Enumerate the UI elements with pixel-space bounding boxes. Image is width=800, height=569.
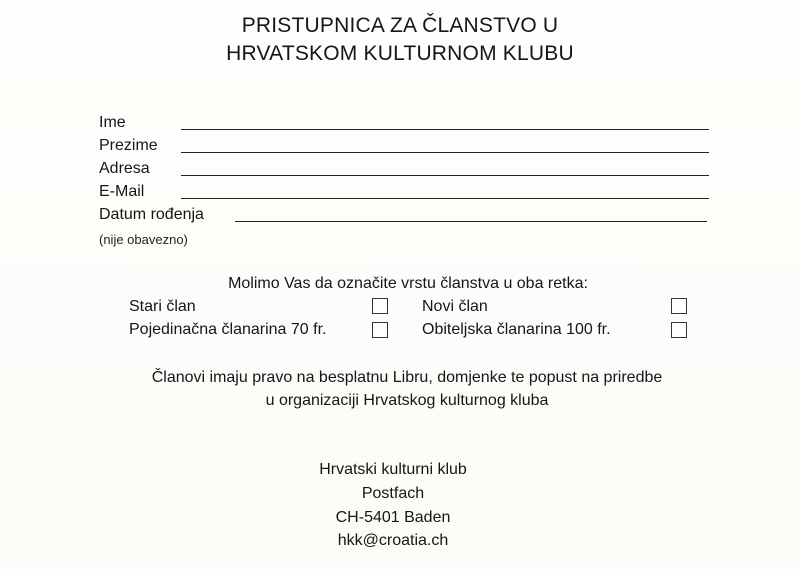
option-label-obiteljska-clanarina: Obiteljska članarina 100 fr. (422, 321, 611, 338)
address-postbox: Postfach (361, 485, 425, 502)
address-club-name: Hrvatski kulturni klub (319, 461, 467, 478)
optional-note: (nije obavezno) (99, 232, 188, 247)
address-email[interactable]: hkk@croatia.ch (337, 532, 449, 549)
field-label-adresa: Adresa (99, 160, 150, 177)
address-city: CH-5401 Baden (335, 509, 451, 526)
field-label-ime: Ime (99, 114, 126, 131)
field-label-prezime: Prezime (99, 137, 158, 154)
option-label-pojedinacna-clanarina: Pojedinačna članarina 70 fr. (129, 321, 327, 338)
membership-instruction: Molimo Vas da označite vrstu članstva u oba retka: (228, 275, 588, 292)
benefits-line2: u organizaciji Hrvatskog kulturnog kluba (265, 392, 549, 409)
checkbox-obiteljska-clanarina[interactable] (671, 322, 687, 338)
checkbox-stari-clan[interactable] (372, 298, 388, 314)
benefits-line1: Članovi imaju pravo na besplatnu Libru, domjenke te popust na priredbe (151, 369, 663, 386)
field-line-datum-rodenja[interactable] (235, 221, 707, 222)
form-title-line1: PRISTUPNICA ZA ČLANSTVO U (241, 14, 559, 37)
option-label-novi-clan: Novi član (422, 298, 488, 315)
field-line-ime[interactable] (181, 129, 709, 130)
field-label-email: E-Mail (99, 183, 145, 200)
field-label-datum-rodenja: Datum rođenja (99, 206, 204, 223)
field-line-prezime[interactable] (181, 152, 709, 153)
option-label-stari-clan: Stari član (129, 298, 196, 315)
form-title-line2: HRVATSKOM KULTURNOM KLUBU (226, 42, 574, 65)
field-line-adresa[interactable] (181, 175, 709, 176)
field-line-email[interactable] (181, 198, 709, 199)
checkbox-novi-clan[interactable] (671, 298, 687, 314)
checkbox-pojedinacna-clanarina[interactable] (372, 322, 388, 338)
